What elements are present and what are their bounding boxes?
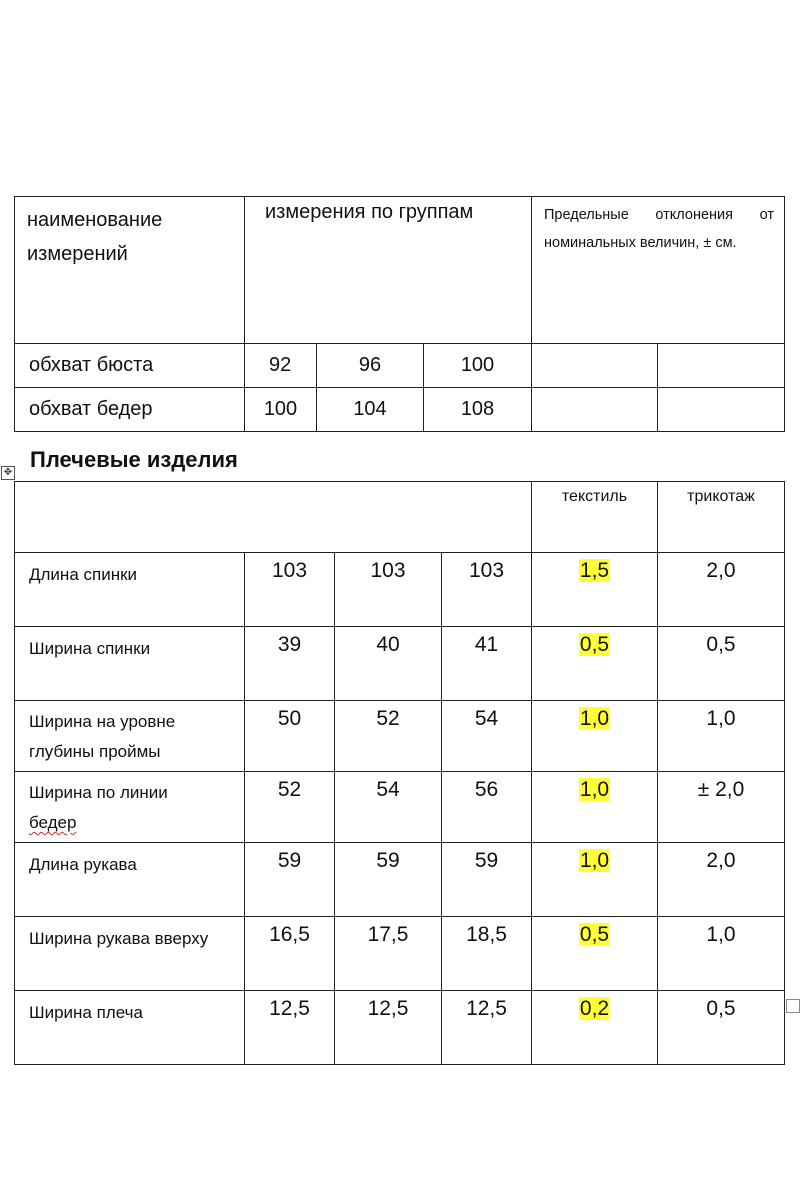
table-row [15,917,785,991]
row-label: Ширина плеча [15,991,245,1065]
table-row [15,701,785,772]
cell-value: 104 [317,388,424,432]
table-row [15,627,785,701]
cell-value: 56 [442,772,532,843]
resize-square-icon[interactable] [786,999,800,1013]
row-label: Длина рукава [15,843,245,917]
cell-value: 17,5 [335,917,442,991]
textile-tolerance-cell [532,701,658,772]
row-label [15,701,245,772]
cell-value: 103 [442,553,532,627]
cell-value: 50 [245,701,335,772]
cell-value: 103 [335,553,442,627]
table-header-row [15,482,785,553]
knit-tolerance-cell: ± 2,0 [658,772,785,843]
header-knitwear: трикотаж [658,482,785,553]
highlighted-value: 0,2 [579,997,610,1020]
cell-value: 12,5 [335,991,442,1065]
header-deviation: Предельные отклонения от номинальных величин, ± см. [532,197,785,344]
shoulder-items-table [14,481,785,1065]
cell-value: 54 [442,701,532,772]
row-label: Длина спинки [15,553,245,627]
empty-cell [658,388,785,432]
row-label-line: глубины проймы [29,742,161,761]
highlighted-value: 1,5 [579,559,610,582]
textile-tolerance-cell [532,991,658,1065]
cell-value: 100 [245,388,317,432]
knit-tolerance-cell: 2,0 [658,553,785,627]
cell-value: 59 [442,843,532,917]
knit-tolerance-cell: 0,5 [658,627,785,701]
move-cross-icon[interactable]: ✥ [1,466,15,480]
table-row [15,991,785,1065]
empty-cell [532,388,658,432]
empty-header-cell [15,482,532,553]
cell-value: 103 [245,553,335,627]
empty-cell [532,344,658,388]
header-textile: текстиль [532,482,658,553]
row-label: обхват бюста [15,344,245,388]
measurements-table [14,196,785,432]
textile-tolerance-cell [532,917,658,991]
cell-value: 41 [442,627,532,701]
table-row [15,843,785,917]
cell-value: 52 [335,701,442,772]
table-header-row [15,197,785,344]
highlighted-value: 1,0 [579,849,610,872]
table-row [15,388,785,432]
cell-value: 100 [424,344,532,388]
cell-value: 52 [245,772,335,843]
textile-tolerance-cell [532,843,658,917]
row-label: Ширина спинки [15,627,245,701]
header-groups: измерения по группам [245,197,532,344]
highlighted-value: 1,0 [579,778,610,801]
cell-value: 54 [335,772,442,843]
spellcheck-word: бедер [29,813,77,832]
row-label-line: Ширина на уровне [29,712,176,731]
textile-tolerance-cell [532,553,658,627]
cell-value: 18,5 [442,917,532,991]
row-label: обхват бедер [15,388,245,432]
header-measurement-name: наименование измерений [15,197,245,344]
row-label: Ширина рукава вверху [15,917,245,991]
cell-value: 108 [424,388,532,432]
cell-value: 16,5 [245,917,335,991]
cell-value: 12,5 [245,991,335,1065]
table-row [15,344,785,388]
table-row [15,553,785,627]
highlighted-value: 0,5 [579,923,610,946]
knit-tolerance-cell: 1,0 [658,917,785,991]
textile-tolerance-cell [532,627,658,701]
textile-tolerance-cell [532,772,658,843]
cell-value: 59 [245,843,335,917]
highlighted-value: 1,0 [579,707,610,730]
section-title: Плечевые изделия [30,447,238,472]
cell-value: 39 [245,627,335,701]
table-row [15,772,785,843]
cell-value: 40 [335,627,442,701]
highlighted-value: 0,5 [579,633,610,656]
row-label [15,772,245,843]
cell-value: 96 [317,344,424,388]
cell-value: 59 [335,843,442,917]
knit-tolerance-cell: 2,0 [658,843,785,917]
cell-value: 92 [245,344,317,388]
knit-tolerance-cell: 0,5 [658,991,785,1065]
knit-tolerance-cell: 1,0 [658,701,785,772]
empty-cell [658,344,785,388]
row-label-line: Ширина по линии [29,783,168,802]
cell-value: 12,5 [442,991,532,1065]
